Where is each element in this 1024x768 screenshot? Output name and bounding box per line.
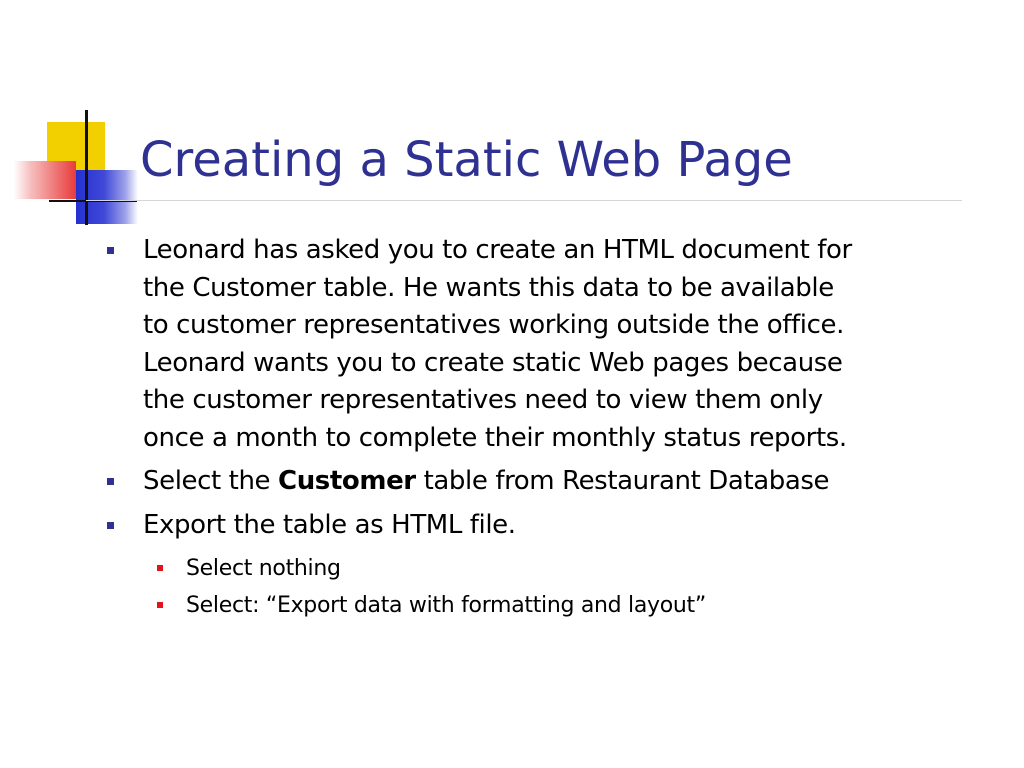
bullet-square-icon	[107, 247, 114, 254]
sub-bullet-square-icon	[157, 602, 163, 608]
deco-vertical-line	[85, 110, 88, 225]
bullet-text-line	[143, 463, 1002, 501]
title-divider	[86, 200, 962, 201]
bullet-text-before: Select the	[143, 466, 279, 496]
corner-decoration	[0, 0, 150, 240]
sub-bullet-text: Select nothing	[186, 556, 341, 581]
sub-bullet-text: Select: “Export data with formatting and layout”	[186, 593, 706, 618]
bullet-text-line: the Customer table. He wants this data to be available	[143, 272, 834, 303]
bullet-text-line: the customer representatives need to view them only	[143, 385, 823, 415]
bullet-list	[102, 232, 1002, 624]
bullet-text-line: once a month to complete their monthly status reports.	[143, 422, 847, 453]
bullet-square-icon	[107, 522, 114, 529]
bullet-item-select-table	[102, 463, 1002, 501]
sub-bullet-item	[102, 550, 1002, 587]
bullet-item-export	[102, 507, 1002, 545]
bullet-square-icon	[107, 478, 114, 485]
deco-red-bar	[14, 161, 76, 199]
bullet-text-line: Leonard wants you to create static Web pages because	[143, 347, 843, 378]
sub-bullet-square-icon	[157, 565, 163, 571]
bullet-item-scenario	[102, 232, 1002, 457]
bullet-text-line: Export the table as HTML file.	[143, 509, 516, 540]
bullet-text-line: to customer representatives working outside the office.	[143, 310, 844, 340]
bullet-text-bold: Customer	[278, 466, 416, 496]
slide-title: Creating a Static Web Page	[140, 132, 793, 188]
sub-bullet-item	[102, 587, 1002, 624]
bullet-text-after: table from Restaurant Database	[415, 466, 830, 496]
bullet-text-line: Leonard has asked you to create an HTML document for	[143, 235, 852, 265]
